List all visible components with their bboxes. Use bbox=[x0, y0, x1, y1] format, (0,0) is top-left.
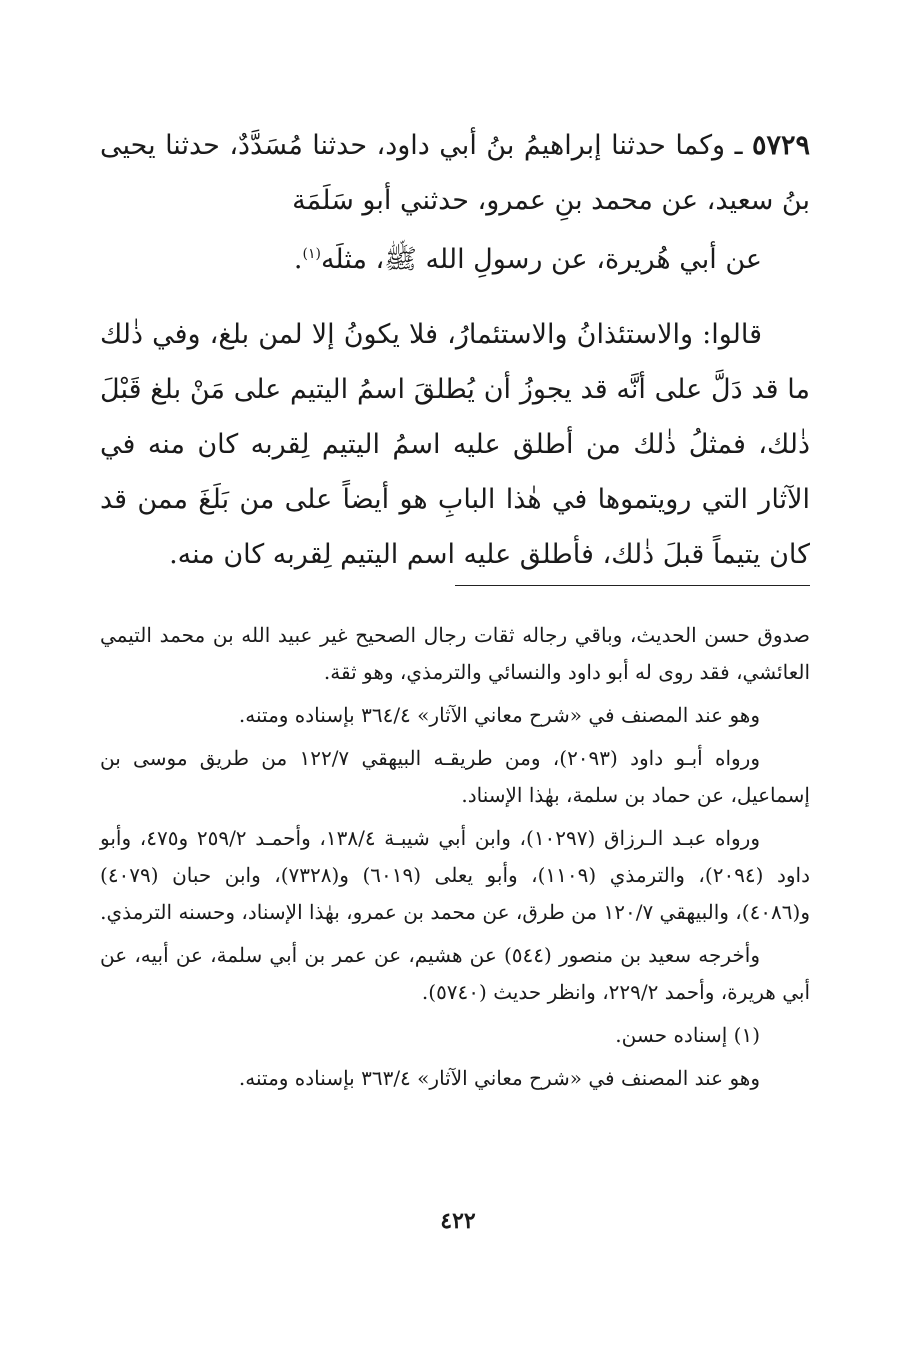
footnotes bbox=[100, 617, 810, 1103]
footnote-paragraph: وهو عند المصنف في «شرح معاني الآثار» ٣٦٣/٤ بإسناده ومتنه. bbox=[238, 1066, 760, 1090]
footnote-marker: (١) bbox=[302, 246, 321, 262]
hadith-end-line bbox=[100, 232, 810, 287]
hadith-chain: ـ وكما حدثنا إبراهيمُ بنُ أبي داود، حدثنا مُسَدَّدٌ، حدثنا يحيى بنُ سعيد، عن محمد بنِ عمرو، حدثني أبو سَلَمَة bbox=[100, 130, 810, 216]
page-number: ٤٢٢ bbox=[440, 1208, 476, 1234]
footnote-paragraph: ورواه عبـد الـرزاق (١٠٢٩٧)، وابن أبي شيبـة ١٣٨/٤، وأحمـد ٢٥٩/٢ و٤٧٥، وأبو داود (٢٠٩٤)، والترمذي (١١٠٩)، وأبو يعلى (٦٠١٩) و(٧٣٢٨)، وابن حبان (٤٠٧٩) و(٤٠٨٦)، والبيهقي ١٢٠/٧ من طرق، عن محمد بن عمرو، بهٰذا الإسناد، وحسنه الترمذي. bbox=[100, 826, 810, 924]
commentary-paragraph: قالوا: والاستئذانُ والاستئمارُ، فلا يكونُ إلا لمن بلغ، وفي ذٰلك ما قد دَلَّ على أنَّه قد يجوزُ أن يُطلقَ اسمُ اليتيم على مَنْ بلغ قَبْلَ ذٰلك، فمثلُ ذٰلك من أطلق عليه اسمُ اليتيم لِقربه كان منه في الآثار التي رويتموها في هٰذا البابِ هو أيضاً على من بَلَغَ ممن قد كان يتيماً قبلَ ذٰلك، فأطلق عليه اسم اليتيم لِقربه كان منه. bbox=[100, 319, 810, 570]
footnote-paragraph: (١) إسناده حسن. bbox=[615, 1023, 760, 1047]
hadith-end-text: عن أبي هُريرة، عن رسولِ الله ﷺ، مثلَه bbox=[320, 244, 762, 275]
footnote-paragraph: صدوق حسن الحديث، وباقي رجاله ثقات رجال الصحيح غير عبيد الله بن محمد التيمي العائشي، فقد روى له أبو داود والنسائي والترمذي، وهو ثقة. bbox=[100, 623, 810, 684]
footnote-divider bbox=[455, 585, 810, 586]
hadith-paragraph bbox=[100, 118, 810, 228]
footnote-paragraph: وهو عند المصنف في «شرح معاني الآثار» ٣٦٤/٤ بإسناده ومتنه. bbox=[238, 703, 760, 727]
hadith-end-tail: . bbox=[293, 244, 303, 275]
footnote-paragraph: ورواه أبـو داود (٢٠٩٣)، ومن طريقـه البيهقي ١٢٢/٧ من طريق موسى بن إسماعيل، عن حماد بن سلمة، بهٰذا الإسناد. bbox=[100, 746, 810, 807]
hadith-number: ٥٧٢٩ bbox=[751, 130, 810, 161]
main-text bbox=[100, 118, 810, 582]
footnote-paragraph: وأخرجه سعيد بن منصور (٥٤٤) عن هشيم، عن عمر بن أبي سلمة، عن أبيه، عن أبي هريرة، وأحمد ٢٢٩/٢، وانظر حديث (٥٧٤٠). bbox=[100, 943, 810, 1004]
